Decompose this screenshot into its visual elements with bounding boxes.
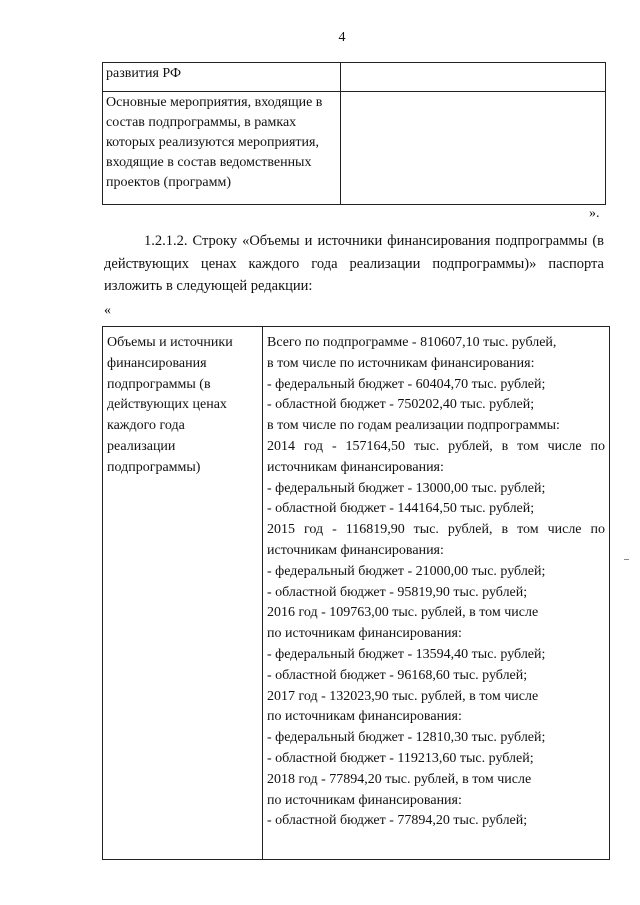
funding-table: [102, 326, 610, 860]
table-cell-label: [103, 92, 341, 205]
table-cell-value: [341, 92, 606, 205]
cell-line: подпрограммы): [107, 459, 201, 475]
cell-line: входящие в состав ведомственных: [106, 155, 312, 170]
cell-line: действующих ценах: [107, 397, 227, 413]
cell-line: - областной бюджет - 77894,20 тыс. рублей;: [267, 813, 528, 829]
cell-line: Объемы и источники: [107, 335, 233, 350]
cell-line: 2017 год - 132023,90 тыс. рублей, в том числе: [267, 688, 539, 704]
cell-line: - областной бюджет - 96168,60 тыс. рублей;: [267, 667, 528, 683]
previous-table-fragment: [102, 62, 606, 205]
cell-line: Всего по подпрограмме - 810607,10 тыс. рублей,: [267, 335, 557, 350]
cell-line: в том числе по годам реализации подпрограммы:: [267, 418, 560, 434]
cell-line: - федеральный бюджет - 60404,70 тыс. рублей;: [267, 376, 546, 392]
cell-line: - федеральный бюджет - 13594,40 тыс. рублей;: [267, 646, 546, 662]
cell-line: 2015 год - 116819,90 тыс. рублей, в том числе по: [267, 522, 605, 538]
cell-line: источникам финансирования:: [267, 459, 444, 475]
cell-line: - федеральный бюджет - 12810,30 тыс. рублей;: [267, 730, 546, 746]
table-row: [103, 92, 606, 205]
cell-line: состав подпрограммы, в рамках: [106, 115, 297, 130]
cell-line: по источникам финансирования:: [267, 709, 462, 725]
cell-line: - областной бюджет - 750202,40 тыс. рублей;: [267, 397, 535, 413]
cell-line: источникам финансирования:: [267, 542, 444, 558]
cell-line: финансирования: [107, 355, 207, 371]
table-row: [103, 63, 606, 92]
table-cell-label: развития РФ: [103, 63, 341, 92]
cell-line: каждого года: [107, 418, 185, 434]
cell-line: - областной бюджет - 144164,50 тыс. рублей;: [267, 501, 535, 517]
body-paragraph: 1.2.1.2. Строку «Объемы и источники финансирования подпрограммы (в действующих ценах каждого года реализации подпрограммы)» паспорта изложить в следующей редакции:: [104, 233, 604, 294]
cell-line: 2014 год - 157164,50 тыс. рублей, в том числе по: [267, 438, 605, 454]
cell-line: которых реализуются мероприятия,: [106, 135, 319, 150]
cell-line: 2018 год - 77894,20 тыс. рублей, в том числе: [267, 771, 532, 787]
funding-values-cell: [263, 327, 610, 860]
table-cell-value: [341, 63, 606, 92]
cell-line: по источникам финансирования:: [267, 626, 462, 642]
cell-line: 2016 год - 109763,00 тыс. рублей, в том числе: [267, 605, 539, 621]
cell-line: реализации: [107, 438, 176, 454]
cell-line: по источникам финансирования:: [267, 792, 462, 808]
cell-line: - федеральный бюджет - 21000,00 тыс. рублей;: [267, 563, 546, 579]
cell-line: - федеральный бюджет - 13000,00 тыс. рублей;: [267, 480, 546, 496]
opening-quote: «: [104, 303, 111, 318]
page-number: 4: [338, 30, 346, 45]
cell-line: - областной бюджет - 95819,90 тыс. рублей;: [267, 584, 528, 600]
cell-line: проектов (программ): [106, 175, 232, 190]
scan-artifact: [624, 559, 629, 560]
cell-line: Основные мероприятия, входящие в: [106, 95, 323, 110]
cell-line: - областной бюджет - 119213,60 тыс. рублей;: [267, 750, 534, 766]
funding-label-cell: [103, 327, 263, 860]
closing-quote: ».: [589, 206, 600, 221]
cell-line: подпрограммы (в: [107, 376, 211, 392]
cell-line: в том числе по источникам финансирования:: [267, 355, 535, 371]
table-row: [103, 327, 610, 860]
